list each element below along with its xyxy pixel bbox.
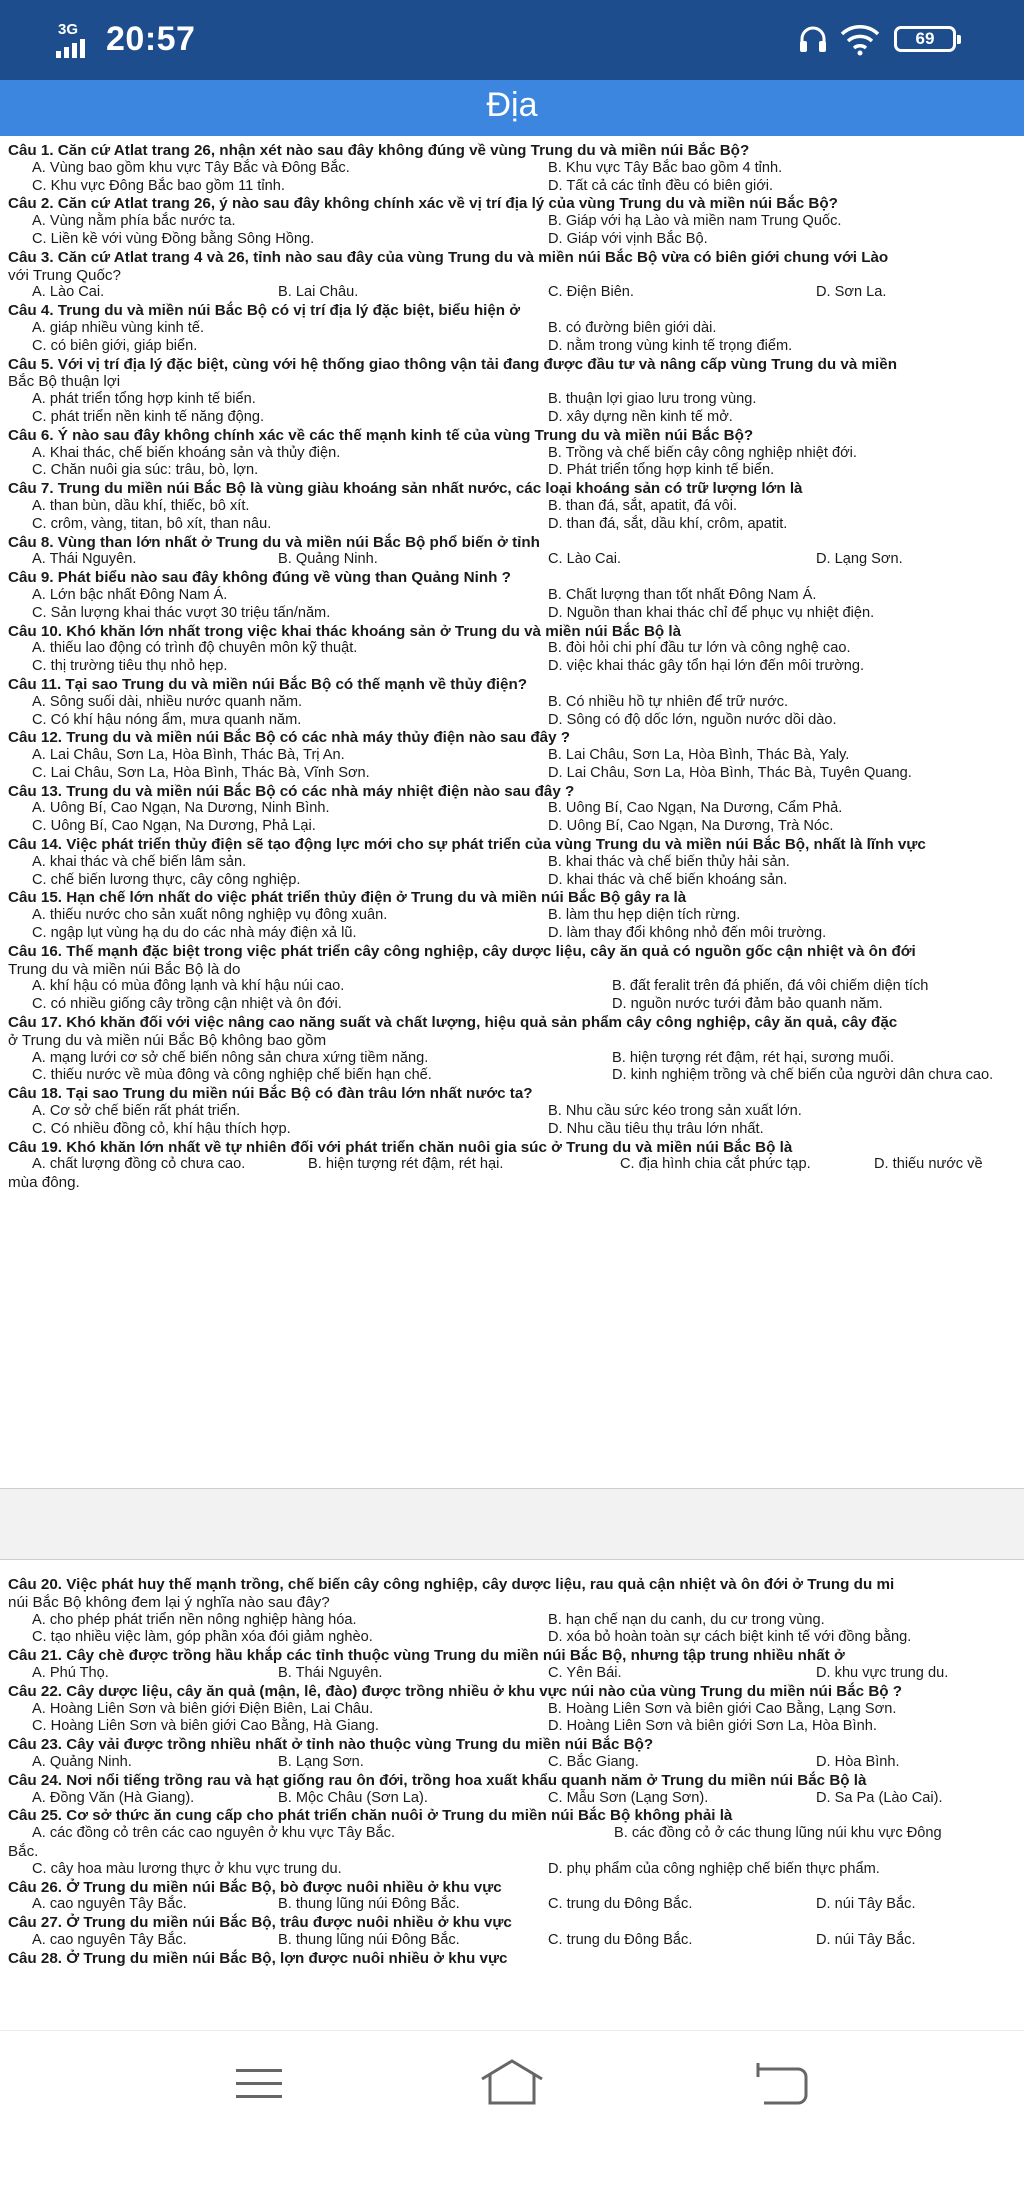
answer-option[interactable]: A. Uông Bí, Cao Ngạn, Na Dương, Ninh Bình.: [32, 800, 330, 817]
question-text-cont: Bắc Bộ thuận lợi: [8, 373, 121, 391]
question-text-cont: ở Trung du và miền núi Bắc Bộ không bao gồm: [8, 1031, 327, 1049]
network-type: 3G: [58, 21, 79, 38]
app-bar: [0, 80, 1024, 136]
answer-option[interactable]: D. Hòa Bình.: [816, 1753, 900, 1770]
options-row: [8, 1825, 1024, 1843]
question-text: Câu 21. Cây chè được trồng hầu khắp các tỉnh thuộc vùng Trung du miền núi Bắc Bộ, nhưng tập trung nhiều nhất ở: [8, 1647, 845, 1665]
options-row: [8, 160, 1024, 178]
answer-option[interactable]: A. Cơ sở chế biến rất phát triển.: [32, 1103, 241, 1120]
question-text: Câu 20. Việc phát huy thế mạnh trồng, chế biến cây công nghiệp, cây dược liệu, rau quả cận nhiệt và ôn đới ở Trung du mi: [8, 1576, 895, 1593]
menu-icon: [196, 2031, 316, 2131]
answer-option[interactable]: B. Lạng Sơn.: [278, 1753, 364, 1770]
answer-option[interactable]: B. Chất lượng than tốt nhất Đông Nam Á.: [548, 586, 817, 603]
answer-option[interactable]: A. Khai thác, chế biến khoáng sản và thủy điện.: [32, 444, 341, 461]
answer-option[interactable]: D. Sông có độ dốc lớn, nguồn nước dồi dào.: [548, 711, 837, 728]
options-row: [8, 213, 1024, 231]
options-row: [8, 1754, 1024, 1772]
answer-option[interactable]: C. thị trường tiêu thụ nhỏ hẹp.: [32, 658, 228, 675]
home-icon: [452, 2031, 572, 2131]
answer-option[interactable]: C. cây hoa màu lương thực ở khu vực trung du.: [32, 1860, 342, 1877]
question-text: Câu 26. Ở Trung du miền núi Bắc Bộ, bò được nuôi nhiều ở khu vực: [8, 1878, 502, 1896]
answer-option[interactable]: B. Có nhiều hồ tự nhiên để trữ nước.: [548, 693, 789, 710]
options-row: [8, 1701, 1024, 1719]
answer-option[interactable]: B. Nhu cầu sức kéo trong sản xuất lớn.: [548, 1103, 802, 1120]
question-text: Câu 8. Vùng than lớn nhất ở Trung du và miền núi Bắc Bộ phổ biến ở tỉnh: [8, 533, 540, 551]
question-text: Câu 13. Trung du và miền núi Bắc Bộ có các nhà máy nhiệt điện nào sau đây ?: [8, 782, 575, 800]
answer-option[interactable]: C. Yên Bái.: [548, 1664, 622, 1681]
options-row: [8, 409, 1024, 427]
options-row: [8, 1861, 1024, 1879]
answer-option[interactable]: A. Lớn bậc nhất Đông Nam Á.: [32, 586, 228, 603]
options-row: [8, 1156, 1024, 1174]
options-row: [8, 1050, 1024, 1068]
answer-option[interactable]: A. khai thác và chế biến lâm sản.: [32, 853, 247, 870]
answer-option[interactable]: B. hiện tượng rét đậm, rét hại, sương muối.: [612, 1049, 895, 1066]
back-icon: [720, 2031, 840, 2131]
battery-icon: [894, 26, 956, 52]
answer-option[interactable]: A. Vùng nằm phía bắc nước ta.: [32, 213, 236, 230]
answer-option[interactable]: D. làm thay đổi không nhỏ đến môi trường.: [548, 925, 827, 942]
question-text: Câu 28. Ở Trung du miền núi Bắc Bộ, lợn được nuôi nhiều ở khu vực: [8, 1949, 508, 1967]
question-text: Câu 22. Cây dược liệu, cây ăn quả (mận, lê, đào) được trồng nhiều ở khu vực núi nào của vùng Trung du miền núi Bắc Bộ ?: [8, 1682, 903, 1700]
answer-option[interactable]: B. làm thu hẹp diện tích rừng.: [548, 907, 741, 924]
answer-option[interactable]: B. Thái Nguyên.: [278, 1664, 383, 1681]
options-row: [8, 818, 1024, 836]
answer-option[interactable]: D. Tất cả các tỉnh đều có biên giới.: [548, 177, 774, 194]
answer-option[interactable]: D. Nguồn than khai thác chỉ để phục vụ nhiệt điện.: [548, 604, 875, 621]
options-row: [8, 765, 1024, 783]
options-row: [8, 1612, 1024, 1630]
answer-option[interactable]: A. giáp nhiều vùng kinh tế.: [32, 319, 205, 336]
answer-option[interactable]: A. thiếu nước cho sản xuất nông nghiệp vụ đông xuân.: [32, 907, 388, 924]
answer-option[interactable]: D. nguồn nước tưới đảm bảo quanh năm.: [612, 996, 883, 1013]
answer-option[interactable]: C. Khu vực Đông Bắc bao gồm 11 tỉnh.: [32, 177, 285, 194]
options-row: [8, 712, 1024, 730]
answer-option[interactable]: C. Lào Cai.: [548, 551, 622, 568]
battery-level: 69: [915, 29, 935, 48]
answer-option[interactable]: B. Mộc Châu (Sơn La).: [278, 1789, 428, 1806]
answer-option[interactable]: C. thiếu nước về mùa đông và công nghiệp chế biến hạn chế.: [32, 1067, 432, 1084]
answer-option[interactable]: D. xóa bỏ hoàn toàn sự cách biệt kinh tế với đồng bằng.: [548, 1629, 912, 1646]
question-text: Câu 12. Trung du và miền núi Bắc Bộ có các nhà máy thủy điện nào sau đây ?: [8, 729, 571, 747]
options-row: [8, 996, 1024, 1014]
answer-option[interactable]: A. mạng lưới cơ sở chế biến nông sản chưa xứng tiềm năng.: [32, 1049, 429, 1066]
question-text: Câu 18. Tại sao Trung du miền núi Bắc Bộ có đàn trâu lớn nhất nước ta?: [8, 1085, 533, 1103]
answer-option[interactable]: B. thung lũng núi Đông Bắc.: [278, 1896, 460, 1913]
question-text: Câu 10. Khó khăn lớn nhất trong việc khai thác khoáng sản ở Trung du và miền núi Bắc Bộ là: [8, 622, 682, 640]
answer-option[interactable]: C. Hoàng Liên Sơn và biên giới Cao Bằng, Hà Giang.: [32, 1718, 379, 1735]
options-row: [8, 800, 1024, 818]
options-row: [8, 925, 1024, 943]
options-row: [8, 1103, 1024, 1121]
answer-option[interactable]: A. khí hậu có mùa đông lạnh và khí hậu núi cao.: [32, 978, 345, 995]
answer-option[interactable]: D. thiếu nước về: [874, 1156, 983, 1173]
question-text: Câu 14. Việc phát triển thủy điện sẽ tạo động lực mới cho sự phát triển của vùng Trung du và miền núi Bắc Bộ, nhất là lĩnh vực: [8, 836, 926, 854]
question-text-cont: với Trung Quốc?: [8, 266, 121, 284]
options-row: [8, 694, 1024, 712]
page-title: Địa: [486, 86, 538, 124]
answer-option[interactable]: D. Phát triển tổng hợp kinh tế biển.: [548, 462, 775, 479]
options-row: [8, 551, 1024, 569]
answer-option[interactable]: B. Trồng và chế biến cây công nghiệp nhiệt đới.: [548, 444, 857, 461]
answer-option[interactable]: C. Điện Biên.: [548, 284, 634, 301]
question-text: Câu 24. Nơi nổi tiếng trồng rau và hạt giống rau ôn đới, trồng hoa xuất khẩu quanh năm ở Trung du miền núi Bắc Bộ là: [8, 1771, 867, 1789]
question-text: Câu 4. Trung du và miền núi Bắc Bộ có vị trí địa lý đặc biệt, biểu hiện ở: [8, 302, 521, 320]
question-text: Câu 11. Tại sao Trung du và miền núi Bắc Bộ có thế mạnh về thủy điện?: [8, 675, 528, 693]
signal-icon: [56, 22, 90, 56]
answer-option[interactable]: C. Bắc Giang.: [548, 1753, 639, 1770]
answer-option[interactable]: C. Sản lượng khai thác vượt 30 triệu tấn/năm.: [32, 604, 331, 621]
answer-option[interactable]: D. việc khai thác gây tổn hại lớn đến môi trường.: [548, 658, 865, 675]
options-row: [8, 338, 1024, 356]
answer-option[interactable]: B. Lai Châu.: [278, 284, 359, 301]
answer-option[interactable]: D. núi Tây Bắc.: [816, 1896, 916, 1913]
options-row: [8, 1121, 1024, 1139]
question-text: Câu 15. Hạn chế lớn nhất do việc phát triển thủy điện ở Trung du và miền núi Bắc Bộ gây ra là: [8, 889, 687, 907]
answer-option[interactable]: B. thuận lợi giao lưu trong vùng.: [548, 391, 757, 408]
document-page-1[interactable]: [8, 142, 1024, 1472]
options-row: [8, 284, 1024, 302]
answer-option[interactable]: A. than bùn, dầu khí, thiếc, bô xít.: [32, 497, 250, 514]
answer-option[interactable]: A. Sông suối dài, nhiều nước quanh năm.: [32, 693, 303, 710]
answer-option[interactable]: A. cao nguyên Tây Bắc.: [32, 1896, 187, 1913]
question-text-cont: núi Bắc Bộ không đem lại ý nghĩa nào sau đây?: [8, 1593, 330, 1611]
answer-option[interactable]: A. phát triển tổng hợp kinh tế biển.: [32, 391, 256, 408]
answer-option[interactable]: A. cao nguyên Tây Bắc.: [32, 1931, 187, 1948]
question-text: Câu 2. Căn cứ Atlat trang 26, ý nào sau đây không chính xác về vị trí địa lý của vùng Trung du và miền núi Bắc Bộ?: [8, 195, 838, 213]
options-row: [8, 978, 1024, 996]
options-row: [8, 320, 1024, 338]
wifi-icon: [840, 22, 880, 56]
options-row: [8, 1665, 1024, 1683]
answer-option[interactable]: C. địa hình chia cắt phức tạp.: [620, 1156, 811, 1173]
option-text-cont: Bắc.: [8, 1842, 39, 1860]
answer-option[interactable]: D. phụ phẩm của công nghiệp chế biến thực phẩm.: [548, 1860, 880, 1877]
answer-option[interactable]: B. hiện tượng rét đậm, rét hại.: [308, 1156, 504, 1173]
back-button[interactable]: [720, 2031, 840, 2131]
answer-option[interactable]: A. Lai Châu, Sơn La, Hòa Bình, Thác Bà, Trị An.: [32, 747, 345, 764]
clock: 20:57: [106, 20, 196, 58]
answer-option[interactable]: B. Quảng Ninh.: [278, 551, 378, 568]
answer-option[interactable]: A. các đồng cỏ trên các cao nguyên ở khu vực Tây Bắc.: [32, 1825, 396, 1842]
answer-option[interactable]: C. có nhiều giống cây trồng cận nhiệt và ôn đới.: [32, 996, 342, 1013]
answer-option[interactable]: C. Uông Bí, Cao Ngạn, Na Dương, Phả Lại.: [32, 818, 316, 835]
question-text: Câu 7. Trung du miền núi Bắc Bộ là vùng giàu khoáng sản nhất nước, các loại khoáng sản có trữ lượng lớn là: [8, 480, 803, 498]
options-row: [8, 1790, 1024, 1808]
answer-option[interactable]: B. than đá, sắt, apatit, đá vôi.: [548, 497, 738, 514]
question-text: Câu 19. Khó khăn lớn nhất về tự nhiên đối với phát triển chăn nuôi gia súc ở Trung du và miền núi Bắc Bộ là: [8, 1138, 793, 1156]
answer-option[interactable]: D. Hoàng Liên Sơn và biên giới Sơn La, Hòa Bình.: [548, 1718, 877, 1735]
answer-option[interactable]: D. Sơn La.: [816, 284, 887, 301]
answer-option[interactable]: D. núi Tây Bắc.: [816, 1931, 916, 1948]
answer-option[interactable]: B. có đường biên giới dài.: [548, 319, 717, 336]
question-text: Câu 17. Khó khăn đối với việc nâng cao năng suất và chất lượng, hiệu quả sản phẩm cây công nghiệp, cây ăn quả, cây đặc: [8, 1014, 898, 1032]
question-text-cont: Trung du và miền núi Bắc Bộ là do: [8, 960, 241, 978]
status-bar: [0, 0, 1024, 80]
home-button[interactable]: [452, 2031, 572, 2131]
answer-option[interactable]: A. cho phép phát triển nền nông nghiệp hàng hóa.: [32, 1611, 357, 1628]
answer-option[interactable]: B. Khu vực Tây Bắc bao gồm 4 tỉnh.: [548, 159, 783, 176]
answer-option[interactable]: C. phát triển nền kinh tế năng động.: [32, 408, 265, 425]
options-row: [8, 640, 1024, 658]
options-row: [8, 854, 1024, 872]
answer-option[interactable]: B. Giáp với hạ Lào và miền nam Trung Quốc.: [548, 213, 842, 230]
answer-option[interactable]: D. kinh nghiệm trồng và chế biến của người dân chưa cao.: [612, 1067, 994, 1084]
answer-option[interactable]: C. trung du Đông Bắc.: [548, 1931, 693, 1948]
options-row: [8, 178, 1024, 196]
answer-option[interactable]: B. các đồng cỏ ở các thung lũng núi khu vực Đông: [614, 1825, 942, 1842]
answer-option[interactable]: C. Mẫu Sơn (Lạng Sơn).: [548, 1789, 709, 1806]
answer-option[interactable]: D. khu vực trung du.: [816, 1664, 949, 1681]
options-row: [8, 1896, 1024, 1914]
options-row: [8, 462, 1024, 480]
answer-option[interactable]: B. Lai Châu, Sơn La, Hòa Bình, Thác Bà, Yaly.: [548, 747, 850, 764]
answer-option[interactable]: A. chất lượng đồng cỏ chưa cao.: [32, 1156, 246, 1173]
answer-option[interactable]: B. hạn chế nạn du canh, du cư trong vùng.: [548, 1611, 825, 1628]
navigation-bar: [0, 2030, 1024, 2195]
answer-option[interactable]: D. xây dựng nền kinh tế mở.: [548, 408, 733, 425]
options-row: [8, 391, 1024, 409]
options-row: [8, 1067, 1024, 1085]
answer-option[interactable]: C. có biên giới, giáp biển.: [32, 337, 198, 354]
options-row: [8, 1629, 1024, 1647]
answer-option[interactable]: B. đòi hỏi chi phí đầu tư lớn và công nghệ cao.: [548, 640, 851, 657]
answer-option[interactable]: C. ngập lụt vùng hạ du do các nhà máy điện xả lũ.: [32, 925, 357, 942]
answer-option[interactable]: C. Chăn nuôi gia súc: trâu, bò, lợn.: [32, 462, 259, 479]
answer-option[interactable]: A. Phú Thọ.: [32, 1664, 109, 1681]
answer-option[interactable]: C. Lai Châu, Sơn La, Hòa Bình, Thác Bà, Vĩnh Sơn.: [32, 764, 370, 781]
options-row: [8, 605, 1024, 623]
options-row: [8, 747, 1024, 765]
options-row: [8, 231, 1024, 249]
options-row: [8, 445, 1024, 463]
answer-option[interactable]: A. Quảng Ninh.: [32, 1753, 132, 1770]
answer-option[interactable]: B. khai thác và chế biến thủy hải sản.: [548, 853, 790, 870]
answer-option[interactable]: C. chế biến lương thực, cây công nghiệp.: [32, 871, 301, 888]
answer-option[interactable]: C. tạo nhiều việc làm, góp phần xóa đói giảm nghèo.: [32, 1629, 373, 1646]
question-text: Câu 6. Ý nào sau đây không chính xác về các thế mạnh kinh tế của vùng Trung du và miền núi Bắc Bộ?: [8, 426, 754, 444]
question-text: Câu 1. Căn cứ Atlat trang 26, nhận xét nào sau đây không đúng về vùng Trung du và miền núi Bắc Bộ?: [8, 142, 750, 159]
answer-option[interactable]: A. Đồng Văn (Hà Giang).: [32, 1789, 195, 1806]
options-row: [8, 907, 1024, 925]
answer-option[interactable]: C. trung du Đông Bắc.: [548, 1896, 693, 1913]
status-icons: [798, 22, 968, 58]
options-row: [8, 516, 1024, 534]
question-text: Câu 9. Phát biểu nào sau đây không đúng về vùng than Quảng Ninh ?: [8, 569, 511, 587]
answer-option[interactable]: A. Hoàng Liên Sơn và biên giới Điện Biên, Lai Châu.: [32, 1700, 374, 1717]
question-text: Câu 3. Căn cứ Atlat trang 4 và 26, tỉnh nào sau đây của vùng Trung du và miền núi Bắc Bộ vừa có biên giới chung với Lào: [8, 248, 889, 266]
answer-option[interactable]: D. Giáp với vịnh Bắc Bộ.: [548, 230, 708, 247]
question-text: Câu 5. Với vị trí địa lý đặc biệt, cùng với hệ thống giao thông vận tải đang được đầu tư và nâng cấp vùng Trung du và miền: [8, 355, 897, 373]
answer-option[interactable]: D. than đá, sắt, dầu khí, crôm, apatit.: [548, 515, 788, 532]
answer-option[interactable]: B. Hoàng Liên Sơn và biên giới Cao Bằng, Lạng Sơn.: [548, 1700, 897, 1717]
headset-icon: [798, 24, 828, 56]
answer-option[interactable]: D. Nhu cầu tiêu thụ trâu lớn nhất.: [548, 1120, 764, 1137]
question-text: Câu 25. Cơ sở thức ăn cung cấp cho phát triển chăn nuôi ở Trung du miền núi Bắc Bộ không phải là: [8, 1807, 733, 1825]
answer-option[interactable]: C. Có nhiều đồng cỏ, khí hậu thích hợp.: [32, 1120, 291, 1137]
answer-option[interactable]: C. Có khí hậu nóng ẩm, mưa quanh năm.: [32, 711, 302, 728]
answer-option[interactable]: B. đất feralit trên đá phiến, đá vôi chiếm diện tích: [612, 978, 929, 995]
options-row: [8, 1718, 1024, 1736]
answer-option[interactable]: A. thiếu lao động có trình độ chuyên môn kỹ thuật.: [32, 640, 358, 657]
question-text: Câu 23. Cây vải được trồng nhiều nhất ở tỉnh nào thuộc vùng Trung du miền núi Bắc Bộ?: [8, 1736, 654, 1754]
answer-option[interactable]: C. crôm, vàng, titan, bô xít, than nâu.: [32, 515, 272, 532]
answer-option[interactable]: D. khai thác và chế biến khoáng sản.: [548, 871, 788, 888]
options-row: [8, 587, 1024, 605]
answer-option[interactable]: B. Uông Bí, Cao Ngạn, Na Dương, Cẩm Phả.: [548, 800, 843, 817]
answer-option[interactable]: D. Lai Châu, Sơn La, Hòa Bình, Thác Bà, Tuyên Quang.: [548, 764, 912, 781]
question-text: Câu 16. Thế mạnh đặc biệt trong việc phát triển cây công nghiệp, cây dược liệu, cây ăn quả có nguồn gốc cận nhiệt và ôn đới: [8, 942, 916, 960]
page-separator: [0, 1488, 1024, 1560]
question-text: Câu 27. Ở Trung du miền núi Bắc Bộ, trâu được nuôi nhiều ở khu vực: [8, 1914, 512, 1932]
answer-option[interactable]: A. Thái Nguyên.: [32, 551, 137, 568]
option-text-cont: mùa đông.: [8, 1174, 80, 1192]
options-row: [8, 872, 1024, 890]
options-row: [8, 498, 1024, 516]
menu-button[interactable]: [196, 2031, 316, 2131]
answer-option[interactable]: D. nằm trong vùng kinh tế trọng điểm.: [548, 337, 793, 354]
answer-option[interactable]: A. Lào Cai.: [32, 284, 105, 301]
answer-option[interactable]: D. Sa Pa (Lào Cai).: [816, 1789, 943, 1806]
options-row: [8, 658, 1024, 676]
answer-option[interactable]: B. thung lũng núi Đông Bắc.: [278, 1931, 460, 1948]
options-row: [8, 1932, 1024, 1950]
answer-option[interactable]: A. Vùng bao gồm khu vực Tây Bắc và Đông Bắc.: [32, 159, 350, 176]
answer-option[interactable]: D. Uông Bí, Cao Ngạn, Na Dương, Trà Nóc.: [548, 818, 834, 835]
answer-option[interactable]: C. Liền kề với vùng Đồng bằng Sông Hồng.: [32, 230, 315, 247]
document-page-2[interactable]: [8, 1576, 1024, 2000]
answer-option[interactable]: D. Lạng Sơn.: [816, 551, 903, 568]
